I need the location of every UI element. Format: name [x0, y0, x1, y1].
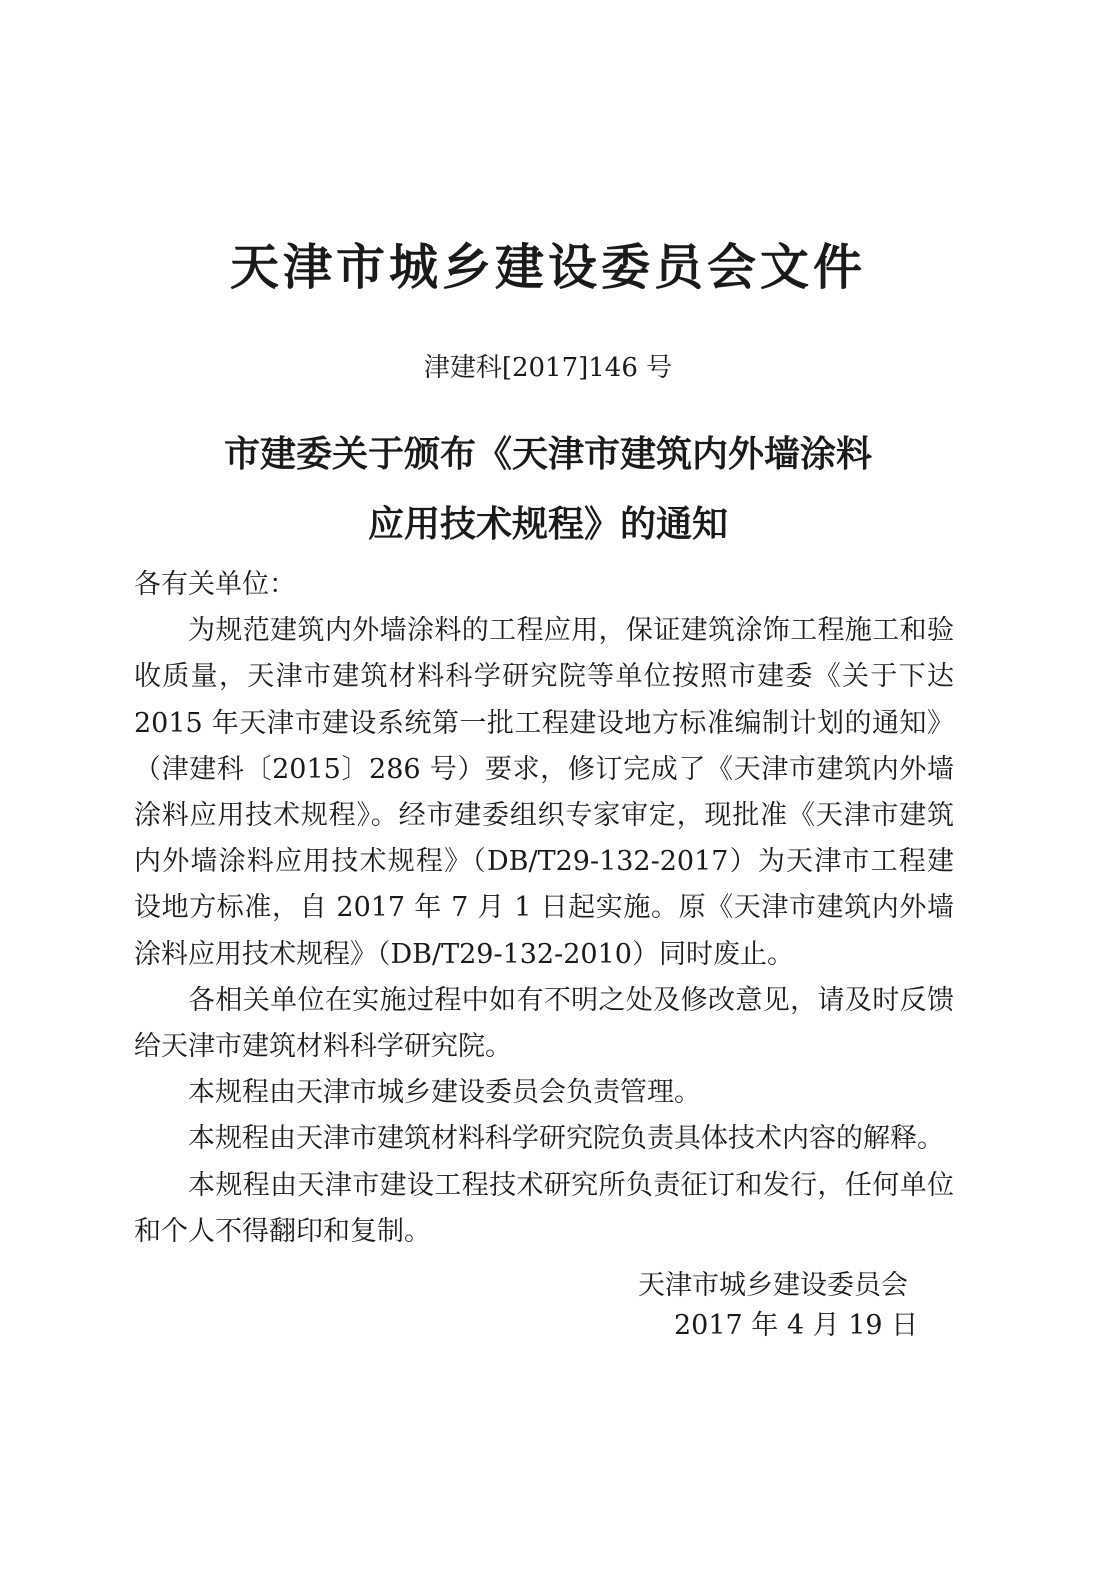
signing-organization: 天津市城乡建设委员会	[638, 1270, 908, 1301]
document-number: 津建科[2017]146 号	[423, 353, 673, 383]
notice-title-line-1: 市建委关于颁布《天津市建筑内外墙涂料	[223, 434, 872, 475]
salutation: 各有关单位：	[134, 569, 296, 600]
body-paragraph: 各相关单位在实施过程中如有不明之处及修改意见，请及时反馈给天津市建筑材料科学研究院。	[134, 984, 954, 1063]
signing-date: 2017 年 4 月 19 日	[674, 1310, 919, 1341]
body-paragraph: 为规范建筑内外墙涂料的工程应用，保证建筑涂饰工程施工和验收质量，天津市建筑材料科学研究院等单位按照市建委《关于下达 2015 年天津市建设系统第一批工程建设地方标准编制计划的通知》（津建科〔2015〕286 号）要求，修订完成了《天津市建筑内外墙涂料应用技术规程》。经市建委组织专家审定，现批准《天津市建筑内外墙涂料应用技术规程》（DB/T29-132-2017）为天津市工程建设地方标准，自 2017 年 7 月 1 日起实施。原《天津市建筑内外墙涂料应用技术规程》（DB/T29-132-2010）同时废止。	[134, 615, 954, 970]
document-masthead: 天津市城乡建设委员会文件	[229, 239, 866, 296]
notice-title	[0, 420, 1096, 560]
body-paragraph: 本规程由天津市城乡建设委员会负责管理。	[188, 1077, 701, 1109]
notice-body	[134, 562, 954, 1255]
signature-block	[560, 1266, 1000, 1346]
body-paragraph: 本规程由天津市建筑材料科学研究院负责具体技术内容的解释。	[188, 1123, 944, 1155]
notice-title-line-2: 应用技术规程》的通知	[367, 504, 728, 545]
body-paragraph: 本规程由天津市建设工程技术研究所负责征订和发行，任何单位和个人不得翻印和复制。	[134, 1169, 954, 1247]
